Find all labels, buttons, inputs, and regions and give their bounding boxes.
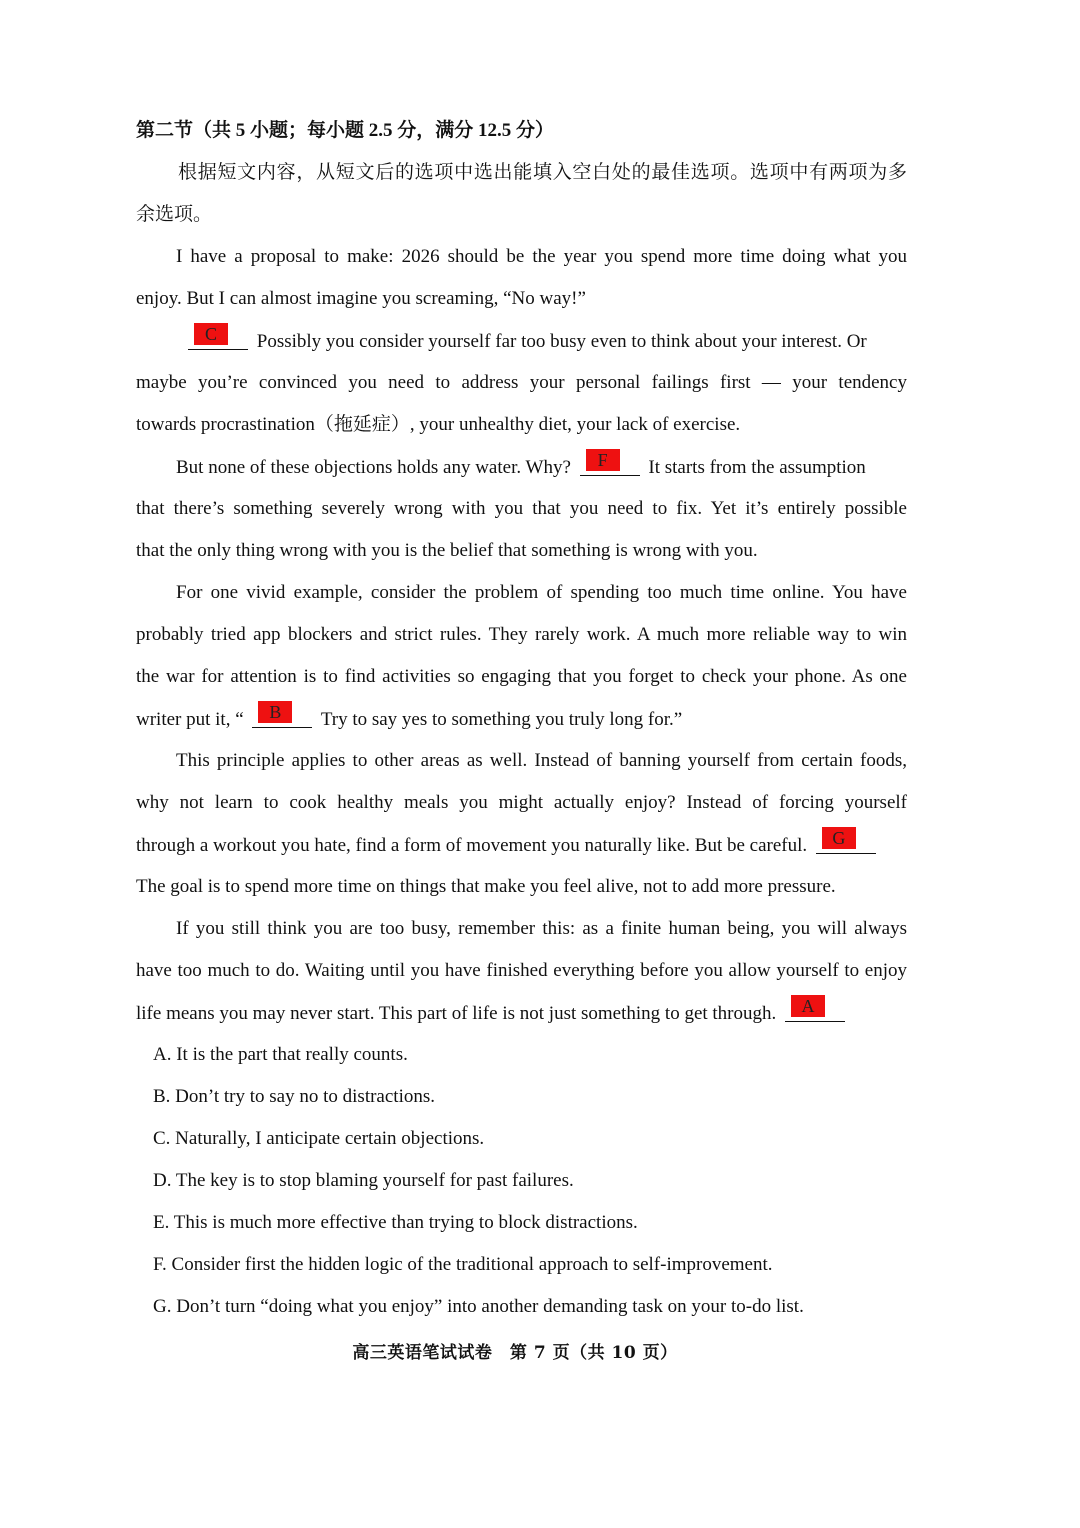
answer-mark-4: G bbox=[822, 827, 856, 849]
passage-p4-line-4-text-a: writer put it, “ bbox=[136, 709, 244, 730]
passage-p1-line-1: I have a proposal to make: 2026 should be the year you spend more time doing what you bbox=[176, 246, 907, 267]
section-title: 第二节（共 5 小题；每小题 2.5 分，满分 12.5 分） bbox=[136, 120, 555, 141]
passage-p5-line-2: why not learn to cook healthy meals you might actually enjoy? Instead of forcing yourself bbox=[136, 792, 907, 813]
passage-p5-line-3 bbox=[136, 828, 907, 858]
passage-p4-line-3: the war for attention is to find activities so engaging that you forget to check your phone. As one bbox=[136, 666, 907, 687]
passage-p2-line-1-text: Possibly you consider yourself far too busy even to think about your interest. Or bbox=[256, 331, 867, 352]
option-e: E. This is much more effective than trying to block distractions. bbox=[153, 1212, 638, 1233]
passage-p3-line-2: that there’s something severely wrong with you that you need to fix. Yet it’s entirely possible bbox=[136, 498, 907, 519]
answer-mark-1: C bbox=[194, 323, 228, 345]
passage-p3-line-3: that the only thing wrong with you is the belief that something is wrong with you. bbox=[136, 540, 758, 561]
option-f: F. Consider first the hidden logic of the traditional approach to self-improvement. bbox=[153, 1254, 773, 1275]
option-g: G. Don’t turn “doing what you enjoy” into another demanding task on your to-do list. bbox=[153, 1296, 804, 1317]
passage-p1-line-2: enjoy. But I can almost imagine you screaming, “No way!” bbox=[136, 288, 586, 309]
passage-p6-line-2: have too much to do. Waiting until you have finished everything before you allow yourself to enjoy bbox=[136, 960, 907, 981]
option-c: C. Naturally, I anticipate certain objections. bbox=[153, 1128, 485, 1149]
passage-p4-line-4 bbox=[136, 702, 907, 732]
passage-p2-line-3: towards procrastination（拖延症）, your unhealthy diet, your lack of exercise. bbox=[136, 414, 741, 435]
passage-p5-line-4: The goal is to spend more time on things that make you feel alive, not to add more pressure. bbox=[136, 876, 836, 897]
passage-p6-line-1: If you still think you are too busy, remember this: as a finite human being, you will always bbox=[176, 918, 907, 939]
answer-mark-2: F bbox=[586, 449, 620, 471]
passage-p4-line-2: probably tried app blockers and strict rules. They rarely work. A much more reliable way to win bbox=[136, 624, 907, 645]
passage-p4-line-4-text-b: Try to say yes to something you truly long for.” bbox=[320, 709, 683, 730]
answer-mark-3: B bbox=[258, 701, 292, 723]
passage-p3-line-1 bbox=[176, 450, 907, 480]
passage-p3-line-1-text-b: It starts from the assumption bbox=[648, 457, 866, 478]
passage-p2-line-1 bbox=[184, 324, 907, 354]
page-footer: 高三英语笔试试卷 第 7 页（共 10 页） bbox=[352, 1343, 678, 1363]
passage-p5-line-3-text: through a workout you hate, find a form of movement you naturally like. But be careful. bbox=[136, 835, 808, 856]
answer-blank-2[interactable] bbox=[580, 450, 640, 476]
passage-p6-line-3-text: life means you may never start. This part of life is not just something to get through. bbox=[136, 1003, 777, 1024]
passage-p3-line-1-text-a: But none of these objections holds any water. Why? bbox=[176, 457, 571, 478]
answer-blank-3[interactable] bbox=[252, 702, 312, 728]
passage-p2-line-2: maybe you’re convinced you need to address your personal failings first — your tendency bbox=[136, 372, 907, 393]
answer-blank-5[interactable] bbox=[785, 996, 845, 1022]
answer-mark-5: A bbox=[791, 995, 825, 1017]
answer-blank-4[interactable] bbox=[816, 828, 876, 854]
instruction-line-1: 根据短文内容，从短文后的选项中选出能填入空白处的最佳选项。选项中有两项为多 bbox=[178, 162, 907, 183]
option-b: B. Don’t try to say no to distractions. bbox=[153, 1086, 435, 1107]
instruction-line-2: 余选项。 bbox=[136, 204, 213, 225]
passage-p4-line-1: For one vivid example, consider the problem of spending too much time online. You have bbox=[176, 582, 907, 603]
passage-p5-line-1: This principle applies to other areas as well. Instead of banning yourself from certain foods, bbox=[176, 750, 907, 771]
answer-blank-1[interactable] bbox=[188, 324, 248, 350]
option-d: D. The key is to stop blaming yourself for past failures. bbox=[153, 1170, 574, 1191]
passage-p6-line-3 bbox=[136, 996, 907, 1026]
option-a: A. It is the part that really counts. bbox=[153, 1044, 408, 1065]
